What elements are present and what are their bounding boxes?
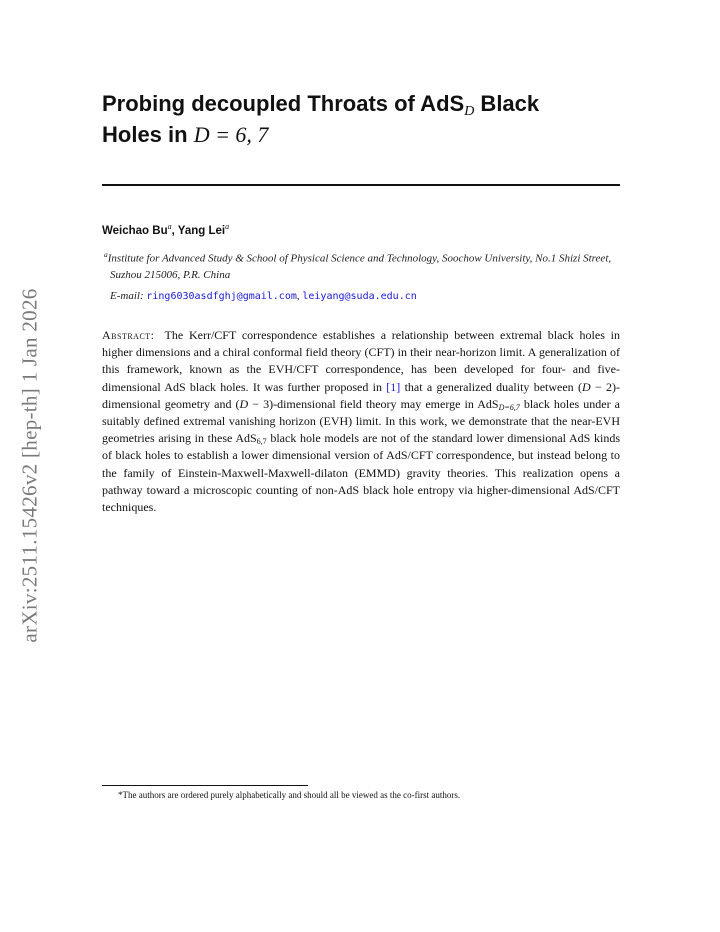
affiliation-text: Institute for Advanced Study & School of Physical Science and Technology, Soochow University, No.1 Shizi Street, Suzhou 215006, P.R. China	[107, 252, 612, 281]
abstract-subscript-2: 6,7	[256, 437, 267, 447]
arxiv-identifier	[10, 265, 50, 665]
email-link-2[interactable]: leiyang@suda.edu.cn	[302, 291, 417, 302]
citation-link[interactable]: [1]	[386, 379, 401, 394]
title-rule	[102, 184, 620, 186]
title-subscript: D	[464, 104, 475, 119]
title-text-1: Probing decoupled Throats of AdS	[102, 91, 465, 116]
email-separator: ,	[296, 290, 303, 302]
author-list	[102, 222, 229, 237]
abstract-text-4: − 3)-dimensional field theory may emerge in AdS	[248, 396, 499, 411]
arxiv-identifier-text: arXiv:2511.15426v2 [hep-th] 1 Jan 2026	[17, 287, 42, 643]
abstract-text-6: black hole models are not of the standard lower dimensional AdS kinds of black holes to establish a lower dimensional version of AdS/CFT correspondence, but instead belong to the family of Einstein-Maxwell-Maxwell-dilaton (EMMD) gravity theories. This realization opens a pathway toward a microscopic counting of non-AdS black hole entropy via higher-dimensional AdS/CFT techniques.	[102, 431, 620, 515]
title-text-3: Holes in	[102, 122, 194, 147]
author-separator: ,	[171, 224, 178, 237]
abstract	[102, 327, 620, 516]
abstract-text-2: that a generalized duality between (	[400, 379, 582, 394]
paper-title	[102, 88, 622, 150]
email-line	[110, 290, 417, 302]
affiliation	[102, 247, 620, 283]
abstract-math-1: D	[581, 379, 591, 394]
abstract-text-1: The Kerr/CFT correspondence establishes a relationship between extremal black holes in higher dimensions and a chiral conformal field theory (CFT) in their near-horizon limit. A generalization of this framework, known as the EVH/CFT correspondence, has been developed for four- and five-dimensional AdS black holes. It was further proposed in	[102, 328, 620, 394]
footnote-rule	[102, 785, 308, 786]
abstract-subscript-1: D=6,7	[498, 402, 520, 412]
email-label: E-mail:	[110, 290, 144, 302]
affiliation-mark: a	[104, 250, 108, 259]
author-name-1: Weichao Bu	[102, 224, 168, 237]
abstract-text-5: black holes under a suitably defined extremal vanishing horizon (EVH) limit. In this work, we demonstrate that the near-EVH geometries arising in these AdS	[102, 396, 621, 446]
author-name-2: Yang Lei	[177, 224, 226, 237]
abstract-heading: Abstract:	[102, 328, 155, 342]
title-math: D = 6, 7	[193, 122, 269, 147]
footnote: *The authors are ordered purely alphabetically and should all be viewed as the co-first authors.	[118, 790, 461, 800]
author-affil-mark-2: a	[225, 222, 230, 231]
abstract-math-2: D	[239, 396, 249, 411]
email-link-1[interactable]: ring6030asdfghj@gmail.com	[146, 291, 297, 302]
title-text-2: Black	[474, 91, 540, 116]
abstract-text-3: − 2)-dimensional geometry and (	[102, 379, 621, 411]
author-affil-mark-1: a	[167, 222, 172, 231]
